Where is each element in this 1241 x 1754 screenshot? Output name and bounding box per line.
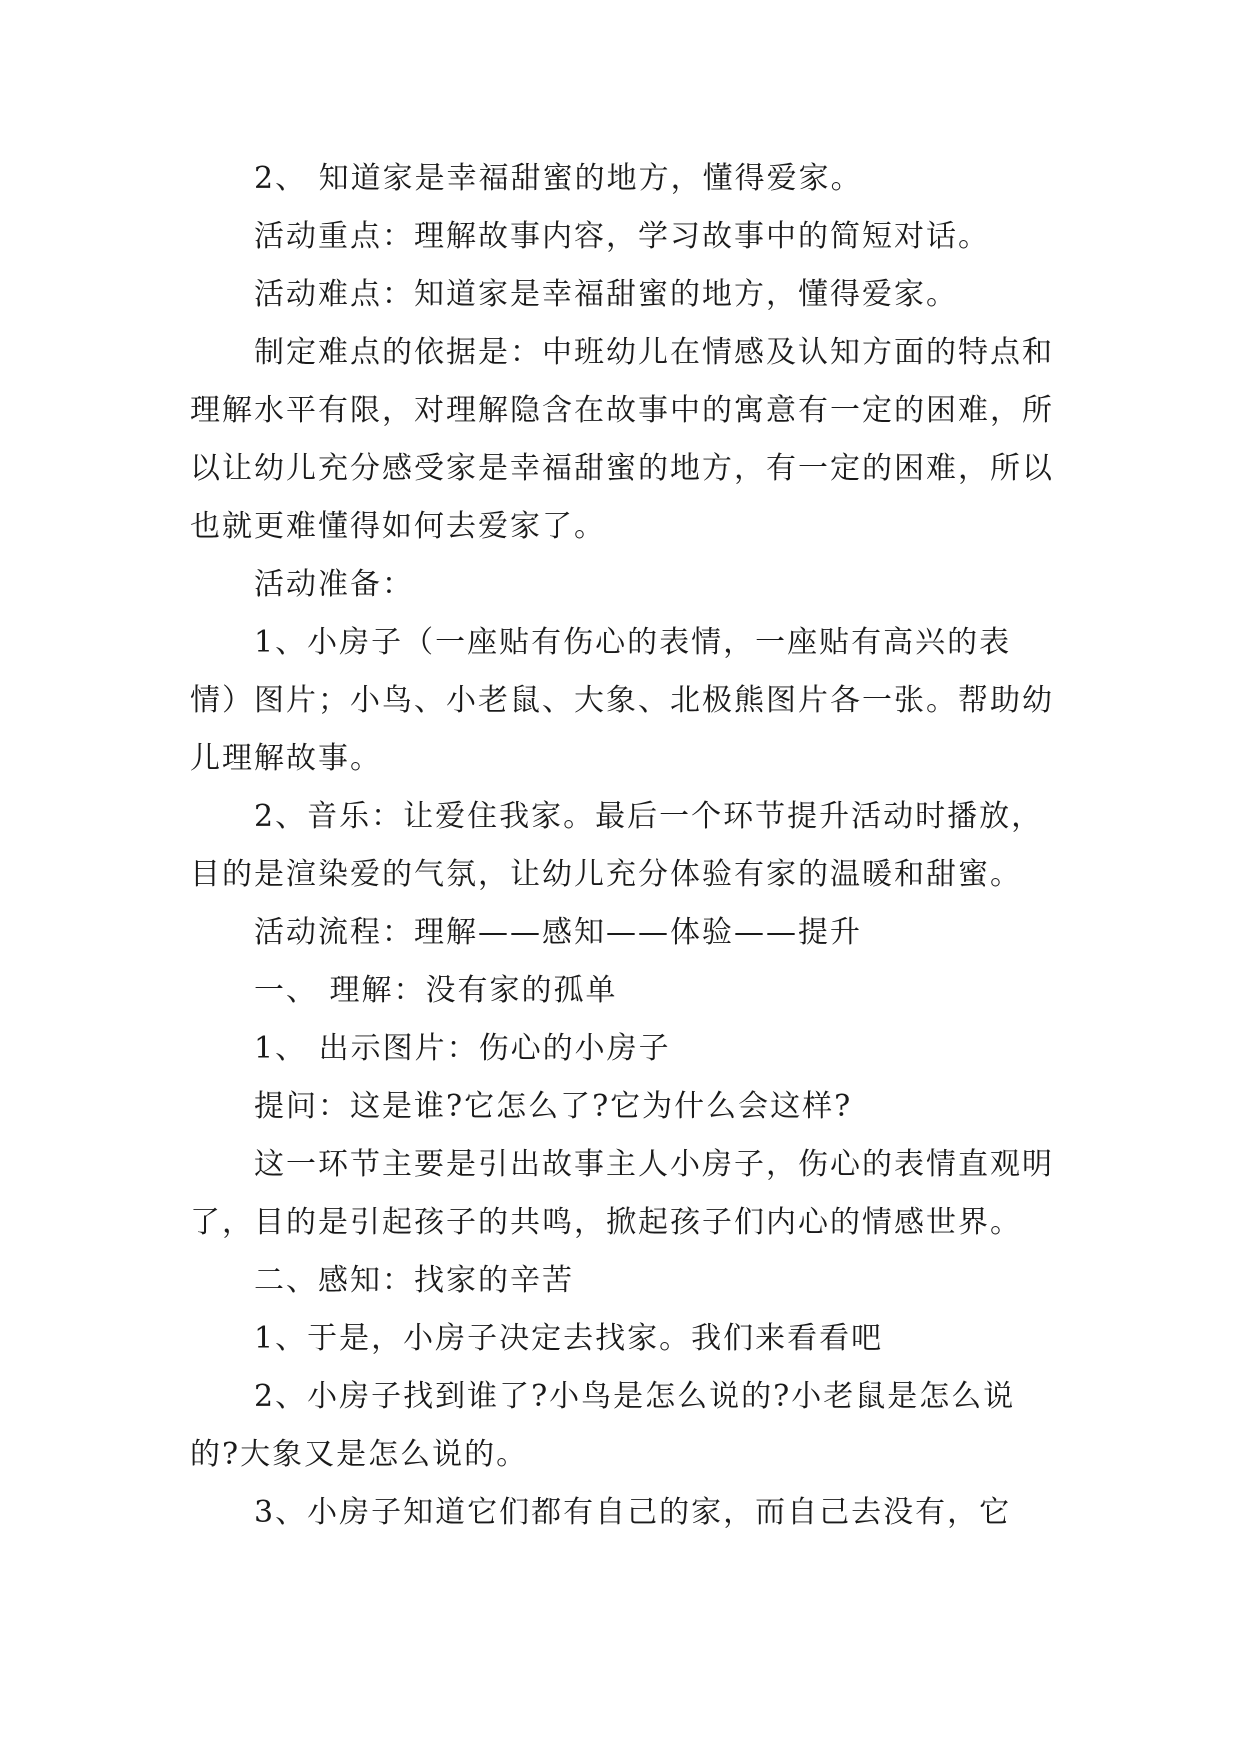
paragraph-question: 提问：这是谁?它怎么了?它为什么会这样? (254, 1089, 853, 1124)
paragraph-goal-2: 2、 知道家是幸福甜蜜的地方，懂得爱家。 (254, 161, 863, 196)
document-body (190, 150, 1060, 1542)
paragraph-section-1-step-1: 1、 出示图片：伤心的小房子 (254, 1031, 671, 1066)
paragraph-preparation-1: 1、小房子（一座贴有伤心的表情，一座贴有高兴的表情）图片；小鸟、小老鼠、大象、北极熊图片各一张。帮助幼儿理解故事。 (190, 625, 1054, 776)
paragraph-difficulty: 活动难点：知道家是幸福甜蜜的地方，懂得爱家。 (254, 277, 958, 312)
paragraph-section-1-explanation: 这一环节主要是引出故事主人小房子，伤心的表情直观明了，目的是引起孩子的共鸣，掀起孩子们内心的情感世界。 (190, 1147, 1054, 1240)
paragraph-section-2-step-2: 2、小房子找到谁了?小鸟是怎么说的?小老鼠是怎么说的?大象又是怎么说的。 (190, 1379, 1016, 1472)
paragraph-section-1-heading: 一、 理解：没有家的孤单 (254, 973, 618, 1008)
paragraph-key-point: 活动重点：理解故事内容，学习故事中的简短对话。 (254, 219, 990, 254)
paragraph-preparation-heading: 活动准备： (254, 567, 414, 602)
paragraph-section-2-heading: 二、感知：找家的辛苦 (254, 1263, 574, 1298)
paragraph-section-2-step-1: 1、于是，小房子决定去找家。我们来看看吧 (254, 1321, 884, 1356)
paragraph-section-2-step-3: 3、小房子知道它们都有自己的家，而自己去没有，它 (254, 1495, 1012, 1530)
paragraph-preparation-2: 2、音乐：让爱住我家。最后一个环节提升活动时播放，目的是渲染爱的气氛，让幼儿充分体验有家的温暖和甜蜜。 (190, 799, 1044, 892)
paragraph-difficulty-basis: 制定难点的依据是：中班幼儿在情感及认知方面的特点和理解水平有限，对理解隐含在故事中的寓意有一定的困难，所以让幼儿充分感受家是幸福甜蜜的地方，有一定的困难，所以也就更难懂得如何去爱家了。 (190, 335, 1054, 544)
paragraph-flow: 活动流程：理解——感知——体验——提升 (254, 915, 862, 950)
